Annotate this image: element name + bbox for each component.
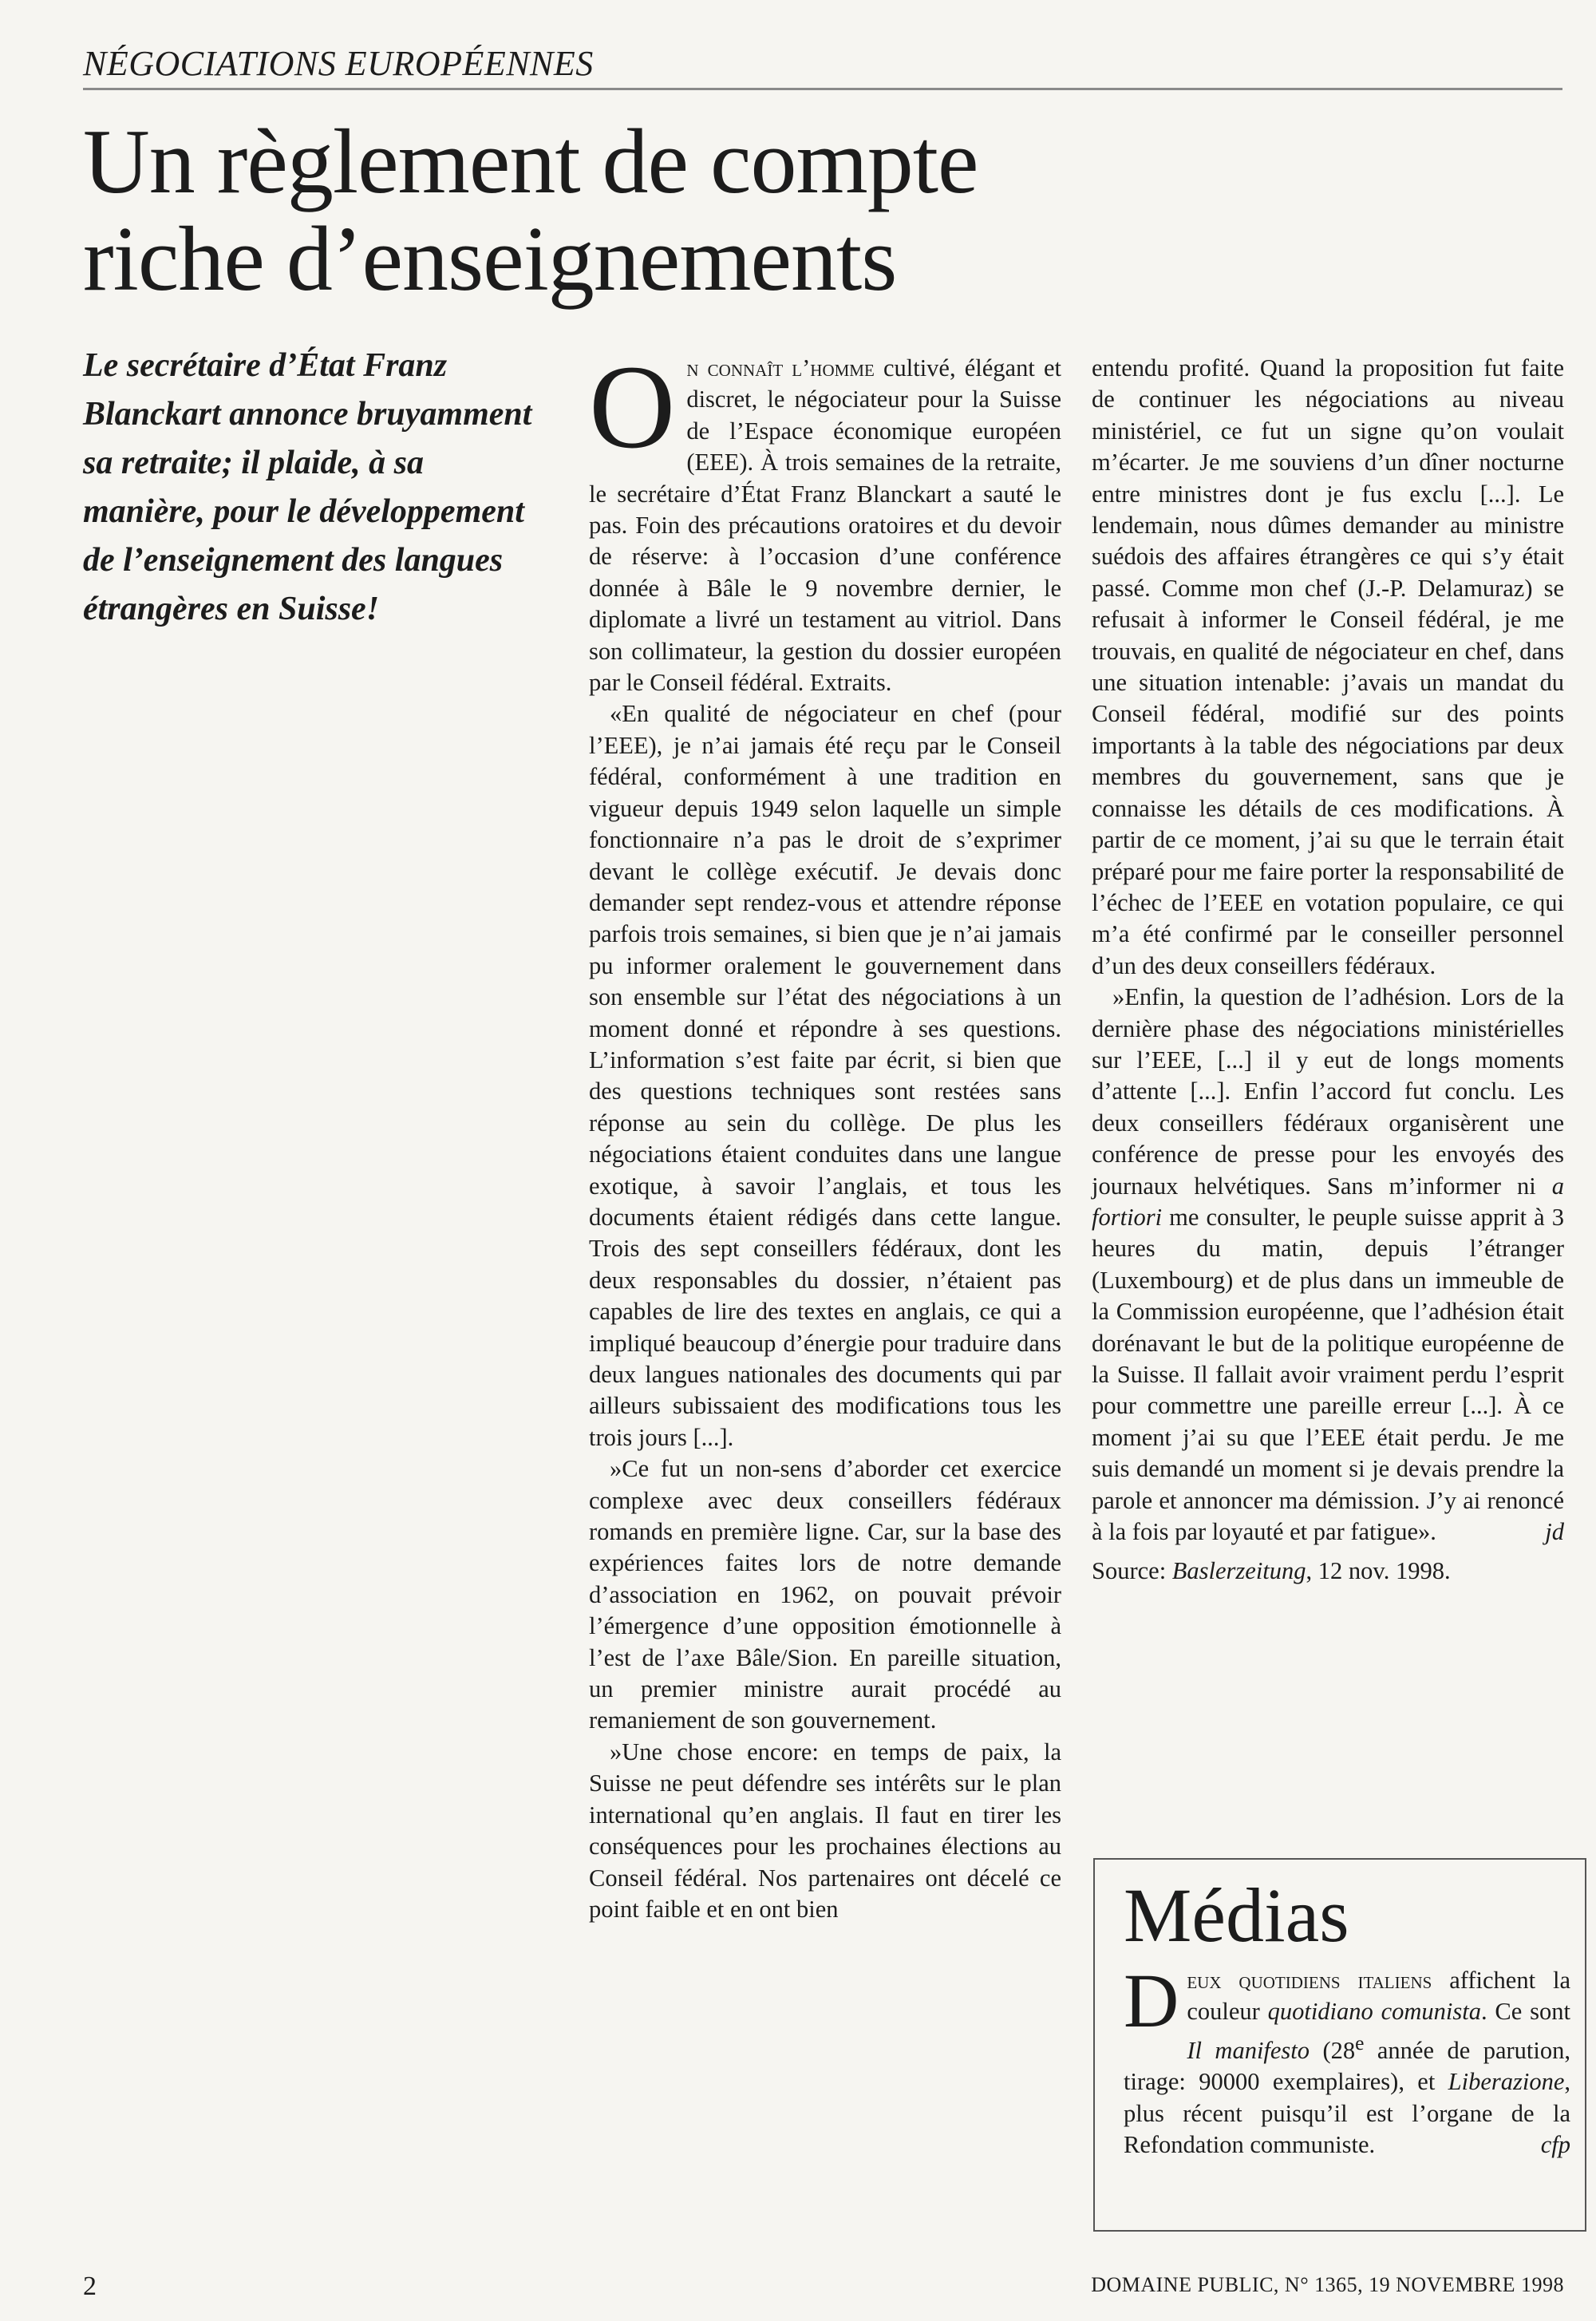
opening-smallcaps: n connaît l’homme: [686, 354, 875, 382]
article-source: [1092, 1556, 1564, 1587]
article-paragraph-5: [1092, 982, 1564, 1548]
article-column-1: [589, 341, 1061, 1925]
section-label: NÉGOCIATIONS EUROPÉENNES: [83, 43, 1562, 90]
article-paragraph-2: «En qualité de négociateur en chef (pour l’EEE), je n’ai jamais été reçu par le Conseil fédéral, conformément à une tradition en vigueur depuis 1949 selon laquelle un simple fonctionnaire n’a pas le droit de s’exprimer devant le collège exécutif. Je devais donc demander sept rendez-vous et attendre réponse parfois trois semaines, si bien que je n’ai jamais pu informer oralement le gouvernement dans son ensemble sur l’état des négociations à un moment donné et répondre à ses questions. L’information s’est faite par écrit, si bien que des questions techniques sont restées sans réponse au sein du collège. De plus les négociations étaient conduites dans une langue exotique, à savoir l’anglais, et tous les documents étaient rédigés dans cette langue. Trois des sept conseillers fédéraux, dont les deux responsables du dossier, n’étaient pas capables de lire des textes en anglais, ce qui a impliqué beaucoup d’énergie pour traduire dans deux langues nationales des documents qui par ailleurs subissaient des modifications tous les trois jours [...].: [589, 700, 1061, 1451]
headline: [83, 113, 1280, 308]
author-initials: jd: [1545, 1518, 1564, 1546]
medias-box: [1093, 1858, 1586, 2232]
headline-line-1: Un règlement de compte: [83, 111, 978, 213]
medias-author-initials: cfp: [1540, 2131, 1570, 2159]
article-paragraph-4: »Une chose encore: en temps de paix, la Suisse ne peut défendre ses intérêts sur le plan international qu’en anglais. Il faut en tirer les conséquences pour les prochaines élections au Conseil fédéral. Nos partenaires ont décelé ce point faible et en ont bien: [589, 1738, 1061, 1923]
article-paragraph-4-continued: entendu profité. Quand la proposition fut faite de continuer les négociations au niveau ministériel, ce fut un signe qu’on voulait m’écarter. Je me souviens d’un dîner nocturne entre ministres dont je fus exclu [...]. Le lendemain, nous dûmes demander au ministre suédois des affaires étrangères ce qui s’y était passé. Comme mon chef (J.-P. Delamuraz) se refusait à informer le Conseil fédéral, je me trouvais, en qualité de négociateur en chef, dans une situation intenable: j’avais un mandat du Conseil fédéral, modifié sur des points importants à la table des négociations par deux membres du gouvernement, sans que je connaisse les détails de ces modifications. À partir de ce moment, j’ai su que le terrain était préparé pour me faire porter la responsabilité de l’échec de l’EEE en votation populaire, ce qui m’a été confirmé par le conseiller personnel d’un des deux conseillers fédéraux.: [1092, 354, 1564, 979]
article-column-2: [1092, 353, 1564, 1588]
article-paragraph-1-text: cultivé, élégant et discret, le négociateur pour la Suisse de l’Espace économique européen (EEE). À trois semaines de la retraite, le secrétaire d’État Franz Blanckart a sauté le pas. Foin des précautions oratoires et du devoir de réserve: à l’occasion d’une conférence donnée à Bâle le 9 novembre dernier, le diplomate a livré un testament au vitriol. Dans son collimateur, la gestion du dossier européen par le Conseil fédéral. Extraits.: [589, 354, 1061, 697]
article-paragraph-1: [589, 341, 1061, 698]
medias-text-part: affichent la couleur: [1187, 1967, 1570, 2026]
medias-title: Médias: [1124, 1872, 1349, 1958]
medias-emphasis: quotidiano comunista: [1267, 1998, 1481, 2026]
article-paragraph-3: »Ce fut un non-sens d’aborder cet exercice complexe avec deux conseillers fédéraux romands en première ligne. Car, sur la base des expériences faites lors de notre demande d’association en 1962, on pouvait prévoir l’émergence d’une opposition émotionnelle à l’est de l’axe Bâle/Sion. En pareille situation, un premier ministre aurait procédé au remaniement de son gouvernement.: [589, 1455, 1061, 1734]
medias-text-part: (28: [1310, 2036, 1356, 2064]
medias-text-part: . Ce sont: [1480, 1998, 1570, 2026]
medias-text-part: , plus récent puisqu’il est l’organe de la Refondation communiste.: [1124, 2068, 1570, 2159]
headline-line-2: riche d’enseignements: [83, 208, 897, 310]
publication-footer: DOMAINE PUBLIC, N° 1365, 19 NOVEMBRE 1998: [1091, 2273, 1564, 2296]
medias-text-part: année de parution, tirage: 90000 exemplaires), et: [1124, 2036, 1570, 2096]
medias-opening-smallcaps: eux quotidiens italiens: [1187, 1967, 1432, 1994]
source-publication: Baslerzeitung: [1171, 1557, 1306, 1585]
article-paragraph-5-b: me consulter, le peuple suisse apprit à 3 heures du matin, depuis l’étranger (Luxembourg) et de plus dans un immeuble de la Commission européenne, que l’adhésion était dorénavant le but de la politique européenne de la Suisse. Il fallait avoir vraiment perdu l’esprit pour commettre une pareille erreur [...]. À ce moment j’ai su que l’EEE était perdu. Je me suis demandé un moment si je devais prendre la parole et annoncer ma démission. J’y ai renoncé à la fois par loyauté et par fatigue».: [1092, 1203, 1564, 1546]
article-paragraph-5-a: »Enfin, la question de l’adhésion. Lors de la dernière phase des négociations ministérielles sur l’EEE, [...] il y eut de longs moments d’attente [...]. Enfin l’accord fut conclu. Les deux conseillers fédéraux organisèrent une conférence de presse pour les envoyés des journaux helvétiques. Sans m’informer ni: [1092, 983, 1564, 1200]
lead-paragraph: Le secrétaire d’État Franz Blanckart annonce bruyamment sa retraite; il plaide, à sa manière, pour le développement de l’enseignement des langues étrangères en Suisse!: [83, 347, 532, 627]
medias-superscript: e: [1355, 2031, 1365, 2054]
article-emphasis: a fortiori: [1092, 1172, 1564, 1231]
source-date: , 12 nov. 1998.: [1306, 1557, 1451, 1585]
drop-cap: O: [589, 341, 676, 473]
medias-text: [1124, 1958, 1570, 2161]
medias-drop-cap: D: [1124, 1958, 1179, 2043]
medias-emphasis: Il manifesto: [1187, 2036, 1310, 2064]
medias-emphasis: Liberazione: [1448, 2068, 1565, 2096]
page-number: 2: [83, 2272, 97, 2301]
source-label: Source:: [1092, 1557, 1172, 1585]
